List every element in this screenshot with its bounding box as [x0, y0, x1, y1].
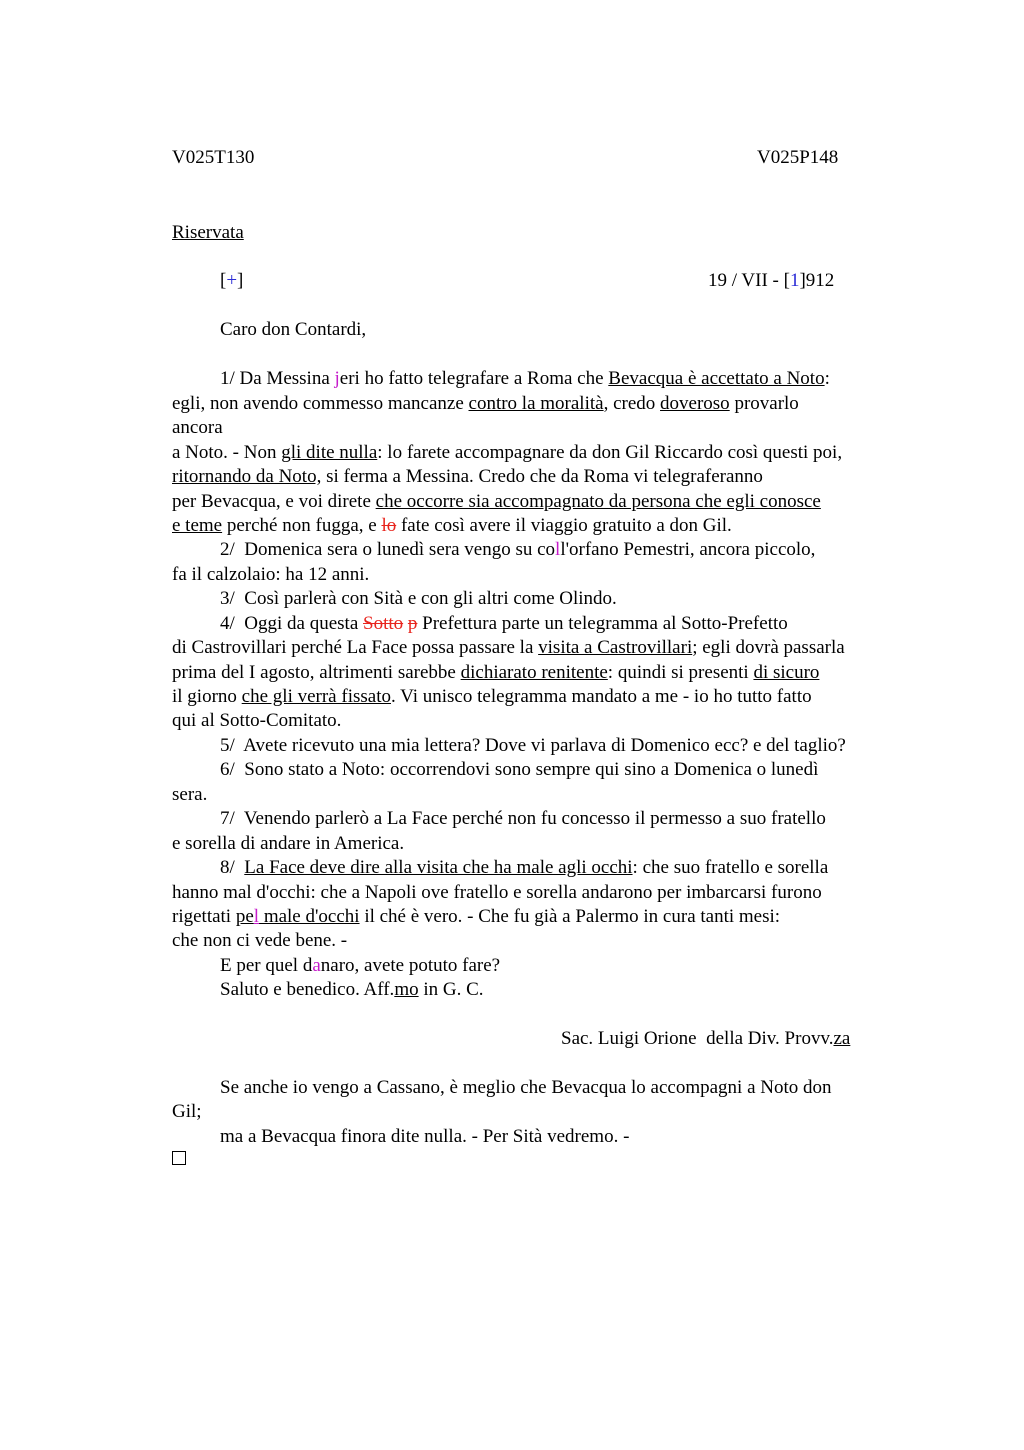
point-1-line-5: ritornando da Noto, si ferma a Messina. Credo che da Roma vi telegraferanno — [172, 466, 763, 487]
point-6-line-1: 6/ Sono stato a Noto: occorrendovi sono sempre qui sino a Domenica o lunedì — [220, 759, 819, 780]
end-checkbox[interactable] — [172, 1151, 186, 1165]
point-1-line-3: ancora — [172, 417, 223, 438]
point-1-line-1: 1/ Da Messina jeri ho fatto telegrafare a Roma che Bevacqua è accettato a Noto: — [220, 368, 830, 389]
closing-greeting: Saluto e benedico. Aff.mo in G. C. — [220, 979, 484, 1000]
point-7-line-1: 7/ Venendo parlerò a La Face perché non fu concesso il permesso a suo fratello — [220, 808, 826, 829]
point-3: 3/ Così parlerà con Sità e con gli altri come Olindo. — [220, 588, 617, 609]
postscript-line-3: ma a Bevacqua finora dite nulla. - Per Sità vedremo. - — [220, 1126, 630, 1147]
point-4-line-5: qui al Sotto-Comitato. — [172, 710, 342, 731]
point-2-line-1: 2/ Domenica sera o lunedì sera vengo su coll'orfano Pemestri, ancora piccolo, — [220, 539, 816, 560]
confidential-heading: Riservata — [172, 222, 244, 243]
postscript-line-2: Gil; — [172, 1101, 202, 1122]
document-code-left: V025T130 — [172, 147, 255, 168]
document-code-right: V025P148 — [757, 147, 839, 168]
postscript-line-1: Se anche io vengo a Cassano, è meglio che Bevacqua lo accompagni a Noto don — [220, 1077, 832, 1098]
deleted-word: p — [407, 613, 418, 634]
letter-date: 19 / VII - [1]912 — [708, 270, 835, 291]
cross-mark-close: ] — [237, 270, 244, 291]
point-5: 5/ Avete ricevuto una mia lettera? Dove vi parlava di Domenico ecc? e del taglio? — [220, 735, 846, 756]
point-4-line-2: di Castrovillari perché La Face possa passare la visita a Castrovillari; egli dovrà passarla — [172, 637, 845, 658]
cross-mark-open: [ — [220, 270, 227, 291]
point-1-line-4: a Noto. - Non gli dite nulla: lo farete accompagnare da don Gil Riccardo così questi poi, — [172, 442, 843, 463]
point-8-line-2: hanno mal d'occhi: che a Napoli ove fratello e sorella andarono per imbarcarsi furono — [172, 882, 822, 903]
point-8-line-4: che non ci vede bene. - — [172, 930, 348, 951]
date-inserted-digit: 1 — [789, 270, 800, 291]
point-4-line-3: prima del I agosto, altrimenti sarebbe dichiarato renitente: quindi si presenti di sicuro — [172, 662, 820, 683]
point-1-line-6: per Bevacqua, e voi direte che occorre sia accompagnato da persona che egli conosce — [172, 491, 821, 512]
point-4-line-1: 4/ Oggi da questa Sotto p Prefettura parte un telegramma al Sotto-Prefetto — [220, 613, 788, 634]
deleted-word: Sotto — [363, 613, 404, 634]
point-7-line-2: e sorella di andare in America. — [172, 833, 405, 854]
point-8-line-3: rigettati pel male d'occhi il ché è vero. - Che fu già a Palermo in cura tanti mesi: — [172, 906, 781, 927]
point-1-line-2: egli, non avendo commesso mancanze contro la moralità, credo doveroso provarlo — [172, 393, 799, 414]
cross-mark — [220, 270, 243, 292]
signature: Sac. Luigi Orione della Div. Provv.za — [561, 1028, 851, 1049]
cross-mark-plus: + — [226, 270, 238, 291]
point-1-line-7: e teme perché non fugga, e lo fate così avere il viaggio gratuito a don Gil. — [172, 515, 732, 536]
point-6-line-2: sera. — [172, 784, 208, 805]
point-2-line-2: fa il calzolaio: ha 12 anni. — [172, 564, 370, 585]
point-4-line-4: il giorno che gli verrà fissato. Vi unisco telegramma mandato a me - io ho tutto fatto — [172, 686, 812, 707]
salutation: Caro don Contardi, — [220, 319, 367, 340]
money-question: E per quel danaro, avete potuto fare? — [220, 955, 501, 976]
point-8-line-1: 8/ La Face deve dire alla visita che ha male agli occhi: che suo fratello e sorella — [220, 857, 829, 878]
deleted-word: lo — [381, 515, 397, 536]
